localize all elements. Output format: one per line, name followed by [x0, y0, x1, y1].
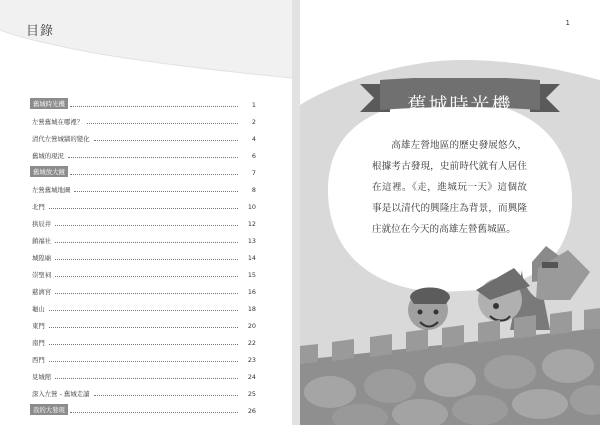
toc-entry-row — [30, 194, 256, 211]
toc-entry-row — [30, 245, 256, 262]
toc-entry-row — [30, 347, 256, 364]
toc-page-number: 18 — [247, 305, 256, 313]
dot-leader — [55, 293, 238, 294]
dot-leader — [55, 378, 238, 379]
toc-entry-row — [30, 177, 256, 194]
toc-page-number: 7 — [251, 169, 256, 177]
dot-leader — [55, 259, 238, 260]
toc-page-number: 2 — [251, 118, 256, 126]
toc-entry-row — [30, 279, 256, 296]
header-wave-decoration — [0, 0, 292, 92]
toc-entry-row — [30, 364, 256, 381]
table-of-contents — [30, 92, 256, 415]
toc-page-number: 15 — [247, 271, 256, 279]
toc-section-label: 舊城時光機 — [30, 98, 68, 109]
dot-leader — [49, 327, 238, 328]
toc-page-number: 1 — [251, 101, 256, 109]
dot-leader — [55, 276, 238, 277]
dot-leader — [55, 225, 238, 226]
toc-section-label: 我的大發現 — [30, 404, 68, 415]
toc-page-number: 14 — [247, 254, 256, 262]
toc-page-number: 10 — [247, 203, 256, 211]
toc-section-row — [30, 398, 256, 415]
toc-entry-label: 龜山 — [32, 305, 45, 313]
toc-title: 目錄 — [26, 24, 55, 39]
toc-entry-label: 慈濟宮 — [32, 288, 52, 296]
toc-section-row — [30, 92, 256, 109]
toc-entry-row — [30, 262, 256, 279]
toc-section-row — [30, 160, 256, 177]
toc-page-number: 12 — [247, 220, 256, 228]
dot-leader — [55, 242, 238, 243]
toc-page-number: 4 — [251, 135, 256, 143]
stone-wall — [300, 308, 600, 425]
dot-leader — [94, 395, 239, 396]
page-number: 1 — [565, 19, 570, 27]
right-page — [300, 0, 600, 425]
dot-leader — [49, 208, 238, 209]
toc-entry-row — [30, 228, 256, 245]
dot-leader — [70, 412, 238, 413]
toc-entry-row — [30, 313, 256, 330]
toc-entry-row — [30, 211, 256, 228]
dot-leader — [70, 106, 238, 107]
dot-leader — [68, 157, 238, 158]
chapter-title: 舊城時光機 — [407, 94, 513, 116]
story-text: 高雄左營地區的歷史發展悠久，根據考古發現，史前時代就有人居住在這裡。《走，進城玩一天》這個故事是以清代的興隆庄為背景，而興隆庄就位在今天的高雄左營舊城區。 — [372, 140, 527, 235]
toc-entry-label: 北門 — [32, 203, 45, 211]
toc-entry-label: 東門 — [32, 322, 45, 330]
toc-entry-label: 見城館 — [32, 373, 52, 381]
toc-entry-label: 左營舊城在哪裡？ — [32, 118, 84, 126]
toc-entry-label: 左營舊城地圖 — [32, 186, 71, 194]
toc-entry-label: 深入左營 - 舊城走讀 — [32, 390, 90, 398]
toc-entry-label: 拱辰井 — [32, 220, 52, 228]
toc-entry-label: 崇聖祠 — [32, 271, 52, 279]
book-gutter — [292, 0, 300, 425]
toc-page-number: 24 — [247, 373, 256, 381]
toc-entry-label: 舊城的現況 — [32, 152, 64, 160]
toc-page-number: 16 — [247, 288, 256, 296]
toc-entry-row — [30, 381, 256, 398]
dot-leader — [49, 344, 238, 345]
toc-page-number: 22 — [247, 339, 256, 347]
toc-entry-row — [30, 143, 256, 160]
toc-entry-row — [30, 109, 256, 126]
toc-page-number: 8 — [251, 186, 256, 194]
toc-entry-row — [30, 330, 256, 347]
dot-leader — [94, 140, 238, 141]
toc-page-number: 26 — [247, 407, 256, 415]
dot-leader — [70, 174, 238, 175]
toc-page-number: 13 — [247, 237, 256, 245]
dot-leader — [74, 191, 238, 192]
toc-entry-label: 南門 — [32, 339, 45, 347]
toc-entry-label: 清代左營城牆的變化 — [32, 135, 90, 143]
toc-entry-label: 鎮福社 — [32, 237, 52, 245]
dot-leader — [87, 123, 238, 124]
toc-entry-row — [30, 126, 256, 143]
city-wall-illustration — [300, 0, 600, 425]
toc-page-number: 23 — [247, 356, 256, 364]
toc-entry-label: 城隍廟 — [32, 254, 52, 262]
toc-page-number: 6 — [251, 152, 256, 160]
soldier-figure — [408, 288, 450, 331]
dot-leader — [49, 361, 238, 362]
left-page — [0, 0, 292, 425]
toc-entry-row — [30, 296, 256, 313]
toc-section-label: 舊城放大鏡 — [30, 166, 68, 177]
toc-entry-label: 西門 — [32, 356, 45, 364]
dot-leader — [49, 310, 238, 311]
toc-page-number: 25 — [247, 390, 256, 398]
toc-page-number: 20 — [247, 322, 256, 330]
